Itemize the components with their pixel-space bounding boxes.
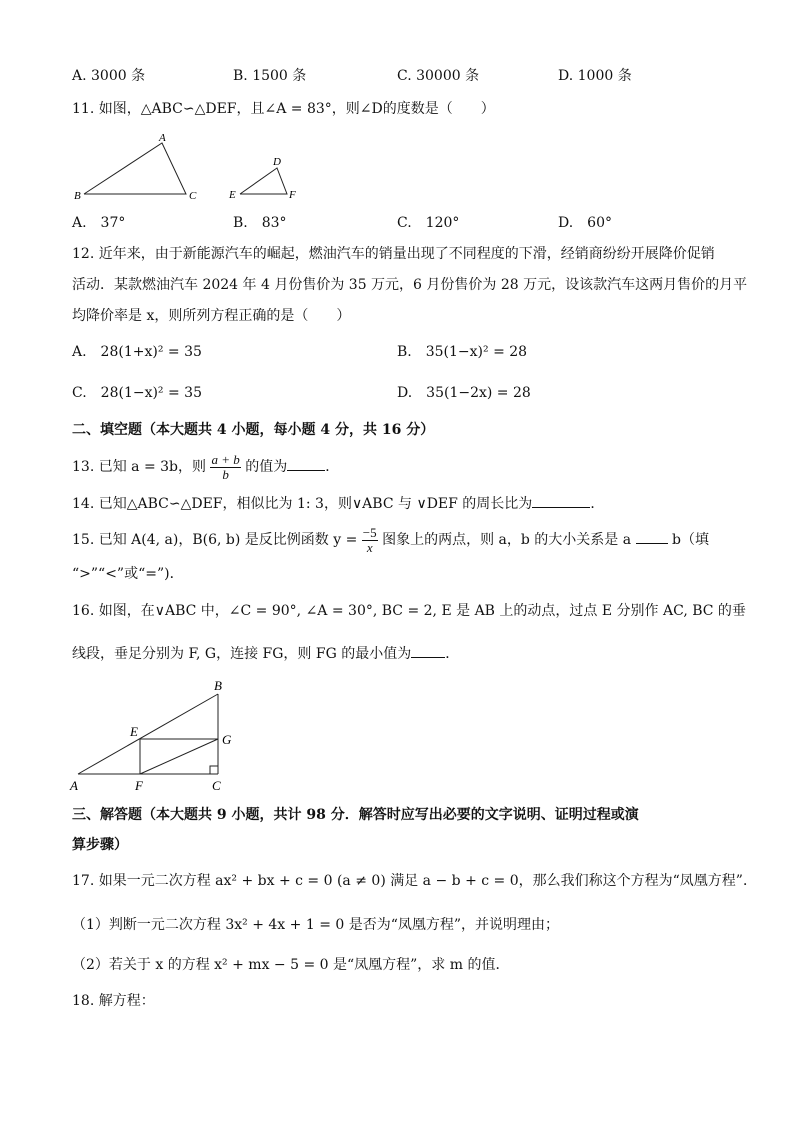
q13: 13. 已知 a = 3b，则 $\frac{a + b}{b}$ 的值为 ． <box>72 451 340 482</box>
section-3-heading-line2: 算步骤） <box>72 837 128 853</box>
q12-option-a: A. 28(1+x)² = 35 <box>72 344 202 360</box>
q12-option-c: C. 28(1−x)² = 35 <box>72 385 202 401</box>
q11-triangle-def-figure <box>225 152 305 202</box>
q15-line2: “>”“<”或“=”)． <box>72 566 184 582</box>
q11-option-c: C. 120° <box>397 215 460 231</box>
label-a: A <box>70 778 78 793</box>
q10-option-c: C. 30000 条 <box>397 68 480 84</box>
q11-option-b: B. 83° <box>233 215 287 231</box>
label-e: E <box>130 724 138 739</box>
q11-option-d: D. 60° <box>558 215 612 231</box>
q16-line2: 线段，垂足分别为 F, G，连接 FG，则 FG 的最小值为 ． <box>72 646 460 662</box>
q12-option-b: B. 35(1−x)² = 28 <box>397 344 528 360</box>
q14-text: 14. 已知△ABC∽△DEF，相似比为 1: 3，则∨ABC 与 ∨DEF 的周长比为 <box>72 496 533 512</box>
q16-answer-blank <box>411 657 445 658</box>
label-b: B <box>214 678 222 693</box>
q12-line1: 12. 近年来，由于新能源汽车的崛起，燃油汽车的销量出现了不同程度的下滑，经销商纷纷开展降价促销 <box>72 246 715 262</box>
label-b: B <box>74 190 81 202</box>
q13-pre: 13. 已知 a = 3b，则 <box>72 459 207 475</box>
label-g: G <box>222 732 232 747</box>
q12-option-d: D. 35(1−2x) = 28 <box>397 385 531 401</box>
label-c: C <box>212 778 221 793</box>
q10-option-d: D. 1000 条 <box>558 68 632 84</box>
q13-fraction: $\frac{a + b}{b}$ <box>211 451 240 482</box>
q15-answer-blank <box>636 543 668 544</box>
q14-answer-blank <box>532 507 590 508</box>
label-e: E <box>229 189 236 201</box>
q12-line3: 均降价率是 x，则所列方程正确的是（ ） <box>72 308 351 324</box>
label-c: C <box>189 190 197 202</box>
label-f: F <box>135 778 143 793</box>
label-a: A <box>159 132 166 144</box>
q15-fraction: $\frac{-5}{x}$ <box>362 524 377 555</box>
q17-stem: 17. 如果一元二次方程 ax² + bx + c = 0 (a ≠ 0) 满足 a − b + c = 0，那么我们称这个方程为“凤凰方程”． <box>72 873 757 889</box>
label-d: D <box>273 156 281 168</box>
q11-option-a: A. 37° <box>72 215 126 231</box>
q15: 15. 已知 A(4, a)，B(6, b) 是反比例函数 y = $\frac{-5}{x}$ 图象上的两点，则 a，b 的大小关系是 a b（填 <box>72 524 709 555</box>
q10-option-b: B. 1500 条 <box>233 68 307 84</box>
q11-triangle-abc-figure <box>70 130 210 205</box>
q10-option-a: A. 3000 条 <box>72 68 146 84</box>
q12-line2: 活动．某款燃油汽车 2024 年 4 月份售价为 35 万元，6 月份售价为 28 万元，设该款汽车这两月售价的月平 <box>72 277 748 293</box>
q14: 14. 已知△ABC∽△DEF，相似比为 1: 3，则∨ABC 与 ∨DEF 的周长比为 ． <box>72 496 605 512</box>
q16-right-triangle-figure <box>68 676 248 796</box>
q15-pre: 15. 已知 A(4, a)，B(6, b) 是反比例函数 y = <box>72 532 358 548</box>
q11-stem: 11. 如图，△ABC∽△DEF，且∠A = 83°，则∠D的度数是（ ） <box>72 101 495 117</box>
q17-part2: （2）若关于 x 的方程 x² + mx − 5 = 0 是“凤凰方程”，求 m 的值． <box>72 957 510 973</box>
q16-line1: 16. 如图，在∨ABC 中，∠C = 90°, ∠A = 30°, BC = 2, E 是 AB 上的动点，过点 E 分别作 AC, BC 的垂 <box>72 603 746 619</box>
section-3-heading-line1: 三、解答题（本大题共 9 小题，共计 98 分．解答时应写出必要的文字说明、证明过程或演 <box>72 807 639 823</box>
q18-stem: 18. 解方程： <box>72 993 155 1009</box>
section-2-heading: 二、填空题（本大题共 4 小题，每小题 4 分，共 16 分） <box>72 422 435 438</box>
q13-post: 的值为 <box>245 459 288 475</box>
q15-post: 图象上的两点，则 a，b 的大小关系是 a <box>382 532 632 548</box>
q13-answer-blank <box>287 470 325 471</box>
q17-part1: （1）判断一元二次方程 3x² + 4x + 1 = 0 是否为“凤凰方程”，并说明理由； <box>72 917 560 933</box>
label-f: F <box>289 189 296 201</box>
